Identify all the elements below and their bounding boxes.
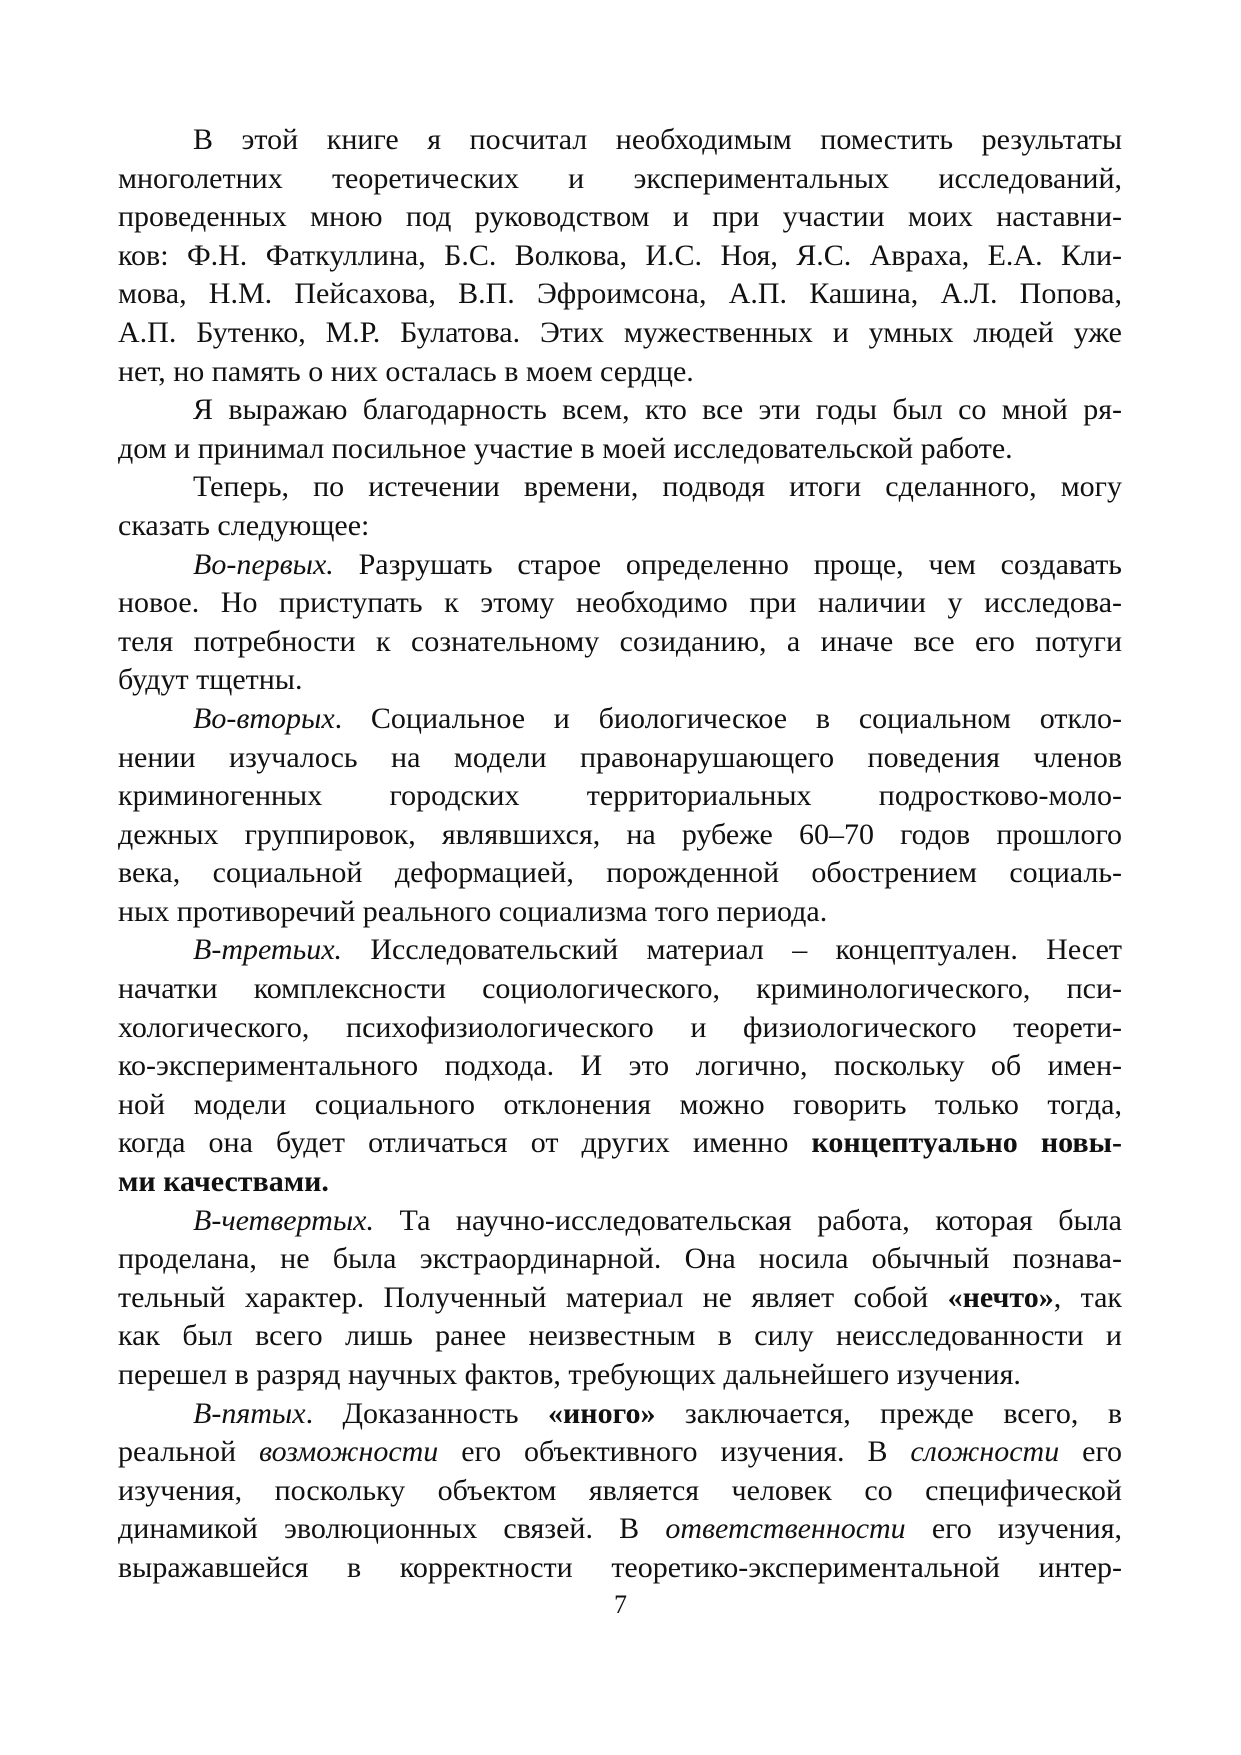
text-line [118, 623, 1122, 662]
text-line [118, 430, 1122, 469]
text-run: мова, Н.М. Пейсахова, В.П. Эфроимсона, А.П. Кашина, А.Л. Попова, [118, 277, 1122, 311]
text-line [118, 739, 1122, 778]
italic-text: В-третьих. [193, 933, 343, 967]
text-run: когда она будет отличаться от других именно [118, 1126, 812, 1160]
text-line [118, 816, 1122, 855]
text-line [118, 507, 1122, 546]
text-run: хологического, психофизиологического и физиологического теорети- [118, 1010, 1122, 1044]
bold-text: «иного» [548, 1396, 656, 1430]
text-run: . Доказанность [305, 1396, 549, 1430]
text-line [118, 353, 1122, 392]
text-run: выражавшейся в корректности теоретико-экспериментальной интер- [118, 1550, 1122, 1584]
text-run: ных противоречий реального социализма того периода. [118, 894, 828, 928]
bold-text: концептуально новы- [811, 1126, 1122, 1160]
text-run: дом и принимал посильное участие в моей исследовательской работе. [118, 431, 1013, 465]
text-line [118, 160, 1122, 199]
bold-text: ми качествами. [118, 1165, 329, 1199]
text-run: новое. Но приступать к этому необходимо при наличии у исследова- [118, 586, 1122, 620]
text-line [118, 1202, 1122, 1241]
italic-text: Во-первых. [193, 547, 334, 581]
text-line [118, 121, 1122, 160]
text-line [118, 1433, 1122, 1472]
text-line [118, 1279, 1122, 1318]
italic-text: возможности [258, 1435, 439, 1469]
text-line [118, 1472, 1122, 1511]
bold-text: «нечто» [947, 1280, 1054, 1314]
text-run: проделана, не была экстраординарной. Она носила обычный познава- [118, 1242, 1122, 1276]
italic-text: сложности [910, 1435, 1060, 1469]
text-line [118, 1240, 1122, 1279]
text-line [118, 584, 1122, 623]
text-run: как был всего лишь ранее неизвестным в силу неисследованности и [118, 1319, 1122, 1353]
text-run: реальной [118, 1435, 259, 1469]
text-run: Исследовательский материал – концептуален. Несет [342, 933, 1122, 967]
italic-text: В-пятых [193, 1396, 306, 1430]
text-run: В этой книге я посчитал необходимым поместить результаты [193, 123, 1122, 156]
text-line [118, 1510, 1122, 1549]
text-run: нет, но память о них осталась в моем сердце. [118, 354, 694, 388]
text-line [118, 1047, 1122, 1086]
text-line [118, 1086, 1122, 1125]
text-run: многолетних теоретических и экспериментальных исследований, [118, 161, 1122, 195]
text-line [118, 468, 1122, 507]
text-run: будут тщетны. [118, 663, 303, 697]
text-line [118, 1124, 1122, 1163]
text-line [118, 777, 1122, 816]
text-line [118, 1356, 1122, 1395]
italic-text: Во-вторых [193, 701, 335, 735]
text-run: заключается, прежде всего, в [655, 1396, 1122, 1430]
text-run: ков: Ф.Н. Фаткуллина, Б.С. Волкова, И.С. Ноя, Я.С. Авраха, Е.А. Кли- [118, 238, 1122, 272]
text-line [118, 1395, 1122, 1434]
text-line [118, 1549, 1122, 1588]
text-run: проведенных мною под руководством и при участии моих наставни- [118, 200, 1122, 234]
text-line [118, 970, 1122, 1009]
text-run: сказать следующее: [118, 508, 370, 542]
text-line [118, 700, 1122, 739]
text-run: века, социальной деформацией, порожденной обострением социаль- [118, 856, 1122, 890]
italic-text: ответственности [665, 1512, 906, 1546]
text-line [118, 198, 1122, 237]
text-run: Теперь, по истечении времени, подводя итоги сделанного, могу [193, 470, 1122, 504]
text-line [118, 275, 1122, 314]
text-line [118, 661, 1122, 700]
text-run: теля потребности к сознательному созиданию, а иначе все его потуги [118, 624, 1122, 658]
page-number: 7 [614, 1590, 627, 1619]
text-run: его изучения, [905, 1512, 1122, 1546]
text-run: . Социальное и биологическое в социальном откло- [334, 701, 1122, 735]
text-run: А.П. Бутенко, М.Р. Булатова. Этих мужественных и умных людей уже [118, 315, 1122, 349]
text-run: тельный характер. Полученный материал не являет собой [118, 1280, 948, 1314]
text-line [118, 1317, 1122, 1356]
text-run: его объективного изучения. В [438, 1435, 911, 1469]
text-run: перешел в разряд научных фактов, требующих дальнейшего изучения. [118, 1358, 1021, 1391]
text-run: динамикой эволюционных связей. В [118, 1512, 666, 1546]
text-line [118, 854, 1122, 893]
text-run: нении изучалось на модели правонарушающего поведения членов [118, 740, 1122, 774]
text-run: ной модели социального отклонения можно говорить только тогда, [118, 1087, 1122, 1121]
text-line [118, 237, 1122, 276]
text-run: Разрушать старое определенно проще, чем создавать [333, 547, 1122, 581]
text-line [118, 546, 1122, 585]
text-line [118, 391, 1122, 430]
text-run: дежных группировок, являвшихся, на рубеже 60–70 годов прошлого [118, 817, 1122, 851]
text-line [118, 314, 1122, 353]
text-run: Та научно-исследовательская работа, которая была [373, 1203, 1122, 1237]
italic-text: В-четвертых. [193, 1203, 374, 1237]
text-run: его [1059, 1435, 1122, 1469]
text-line [118, 1163, 1122, 1202]
text-line [118, 1009, 1122, 1048]
text-line [118, 893, 1122, 932]
body-text [118, 121, 1122, 1588]
text-run: Я выражаю благодарность всем, кто все эти годы был со мной ря- [193, 393, 1122, 427]
text-line [118, 931, 1122, 970]
text-run: криминогенных городских территориальных подростково-моло- [118, 779, 1122, 813]
text-run: изучения, поскольку объектом является человек со специфической [118, 1473, 1122, 1507]
text-run: , так [1053, 1280, 1122, 1314]
text-run: ко-экспериментального подхода. И это логично, поскольку об имен- [118, 1049, 1122, 1083]
text-run: начатки комплексности социологического, криминологического, пси- [118, 972, 1122, 1006]
